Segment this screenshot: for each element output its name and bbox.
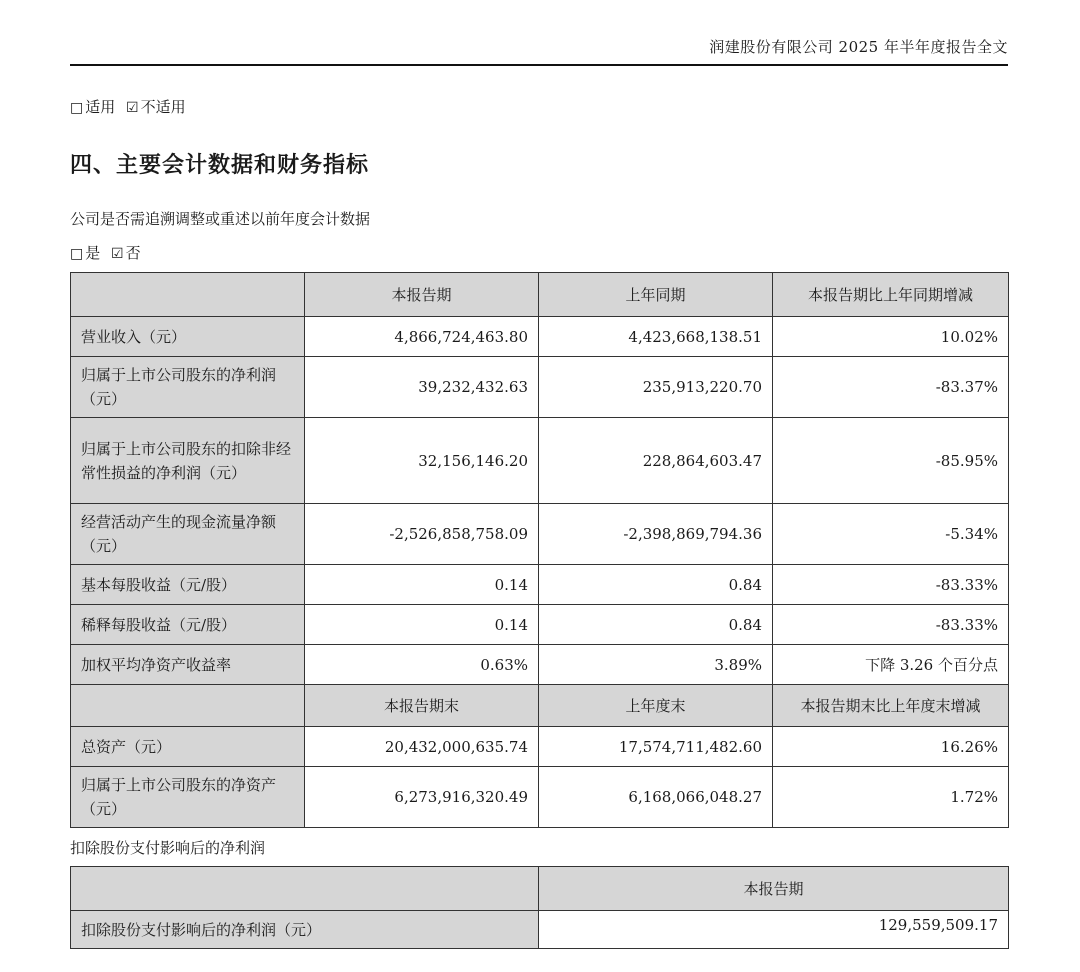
section-title: 四、主要会计数据和财务指标 [70, 152, 370, 178]
row-label: 经营活动产生的现金流量净额（元） [71, 504, 305, 565]
restate-options [70, 242, 141, 263]
current-value: 0.14 [305, 605, 539, 645]
yes-label: 是 [85, 244, 101, 262]
change-value: -83.33% [773, 565, 1009, 605]
prior-value: -2,398,869,794.36 [539, 504, 773, 565]
share-pay-header-current: 本报告期 [539, 867, 1009, 911]
table-row [71, 565, 1009, 605]
table-row [71, 317, 1009, 357]
share-pay-value: 129,559,509.17 [539, 911, 1009, 949]
prior-value: 0.84 [539, 605, 773, 645]
applicable-label: 适用 [85, 98, 116, 116]
change-value: -5.34% [773, 504, 1009, 565]
table-row [71, 727, 1009, 767]
table-row [71, 418, 1009, 504]
row-label: 总资产（元） [71, 727, 305, 767]
row-label: 归属于上市公司股东的净利润（元） [71, 357, 305, 418]
change-value: -83.37% [773, 357, 1009, 418]
checkbox-yes-unchecked-icon: □ [70, 246, 84, 262]
prior-value: 0.84 [539, 565, 773, 605]
current-value: 20,432,000,635.74 [305, 727, 539, 767]
checkbox-no-checked-icon: ☑ [111, 246, 124, 262]
page-header [70, 0, 1008, 66]
row-label: 稀释每股收益（元/股） [71, 605, 305, 645]
current-value: -2,526,858,758.09 [305, 504, 539, 565]
share-pay-header-row [71, 867, 1009, 911]
current-value: 0.14 [305, 565, 539, 605]
table-header-row [71, 273, 1009, 317]
current-value: 6,273,916,320.49 [305, 767, 539, 828]
share-pay-row [71, 911, 1009, 949]
not-applicable-label: 不适用 [140, 98, 186, 116]
change-value: 10.02% [773, 317, 1009, 357]
table-row [71, 357, 1009, 418]
prior-value: 4,423,668,138.51 [539, 317, 773, 357]
row-label: 归属于上市公司股东的净资产（元） [71, 767, 305, 828]
change-value: -83.33% [773, 605, 1009, 645]
header-change: 本报告期比上年同期增减 [773, 273, 1009, 317]
current-value: 4,866,724,463.80 [305, 317, 539, 357]
current-value: 32,156,146.20 [305, 418, 539, 504]
share-pay-header-blank [71, 867, 539, 911]
report-title: 润建股份有限公司 2025 年半年度报告全文 [709, 38, 1008, 56]
prior-value: 17,574,711,482.60 [539, 727, 773, 767]
table-row [71, 645, 1009, 685]
change-value: 1.72% [773, 767, 1009, 828]
change-value: 下降 3.26 个百分点 [773, 645, 1009, 685]
no-label: 否 [125, 244, 141, 262]
header-change-vs-year-end: 本报告期末比上年度末增减 [773, 685, 1009, 727]
table-row [71, 605, 1009, 645]
financial-indicators-table [70, 272, 1009, 828]
row-label: 基本每股收益（元/股） [71, 565, 305, 605]
prior-value: 228,864,603.47 [539, 418, 773, 504]
row-label: 归属于上市公司股东的扣除非经常性损益的净利润（元） [71, 418, 305, 504]
header-prior-period: 上年同期 [539, 273, 773, 317]
table-row [71, 504, 1009, 565]
current-value: 0.63% [305, 645, 539, 685]
prior-value: 235,913,220.70 [539, 357, 773, 418]
header-period-end: 本报告期末 [305, 685, 539, 727]
row-label: 加权平均净资产收益率 [71, 645, 305, 685]
share-pay-caption: 扣除股份支付影响后的净利润 [70, 839, 266, 857]
subheader-blank-cell [71, 685, 305, 727]
current-value: 39,232,432.63 [305, 357, 539, 418]
change-value: -85.95% [773, 418, 1009, 504]
header-current-period: 本报告期 [305, 273, 539, 317]
checkbox-applicable-unchecked-icon: □ [70, 100, 84, 116]
share-pay-label: 扣除股份支付影响后的净利润（元） [71, 911, 539, 949]
prior-value: 6,168,066,048.27 [539, 767, 773, 828]
applicability-options [70, 96, 186, 117]
row-label: 营业收入（元） [71, 317, 305, 357]
prior-value: 3.89% [539, 645, 773, 685]
checkbox-not-applicable-checked-icon: ☑ [126, 100, 139, 116]
header-blank-cell [71, 273, 305, 317]
restate-question: 公司是否需追溯调整或重述以前年度会计数据 [70, 210, 371, 228]
table-subheader-row [71, 685, 1009, 727]
table-row [71, 767, 1009, 828]
share-pay-table [70, 866, 1009, 949]
header-prior-year-end: 上年度末 [539, 685, 773, 727]
change-value: 16.26% [773, 727, 1009, 767]
